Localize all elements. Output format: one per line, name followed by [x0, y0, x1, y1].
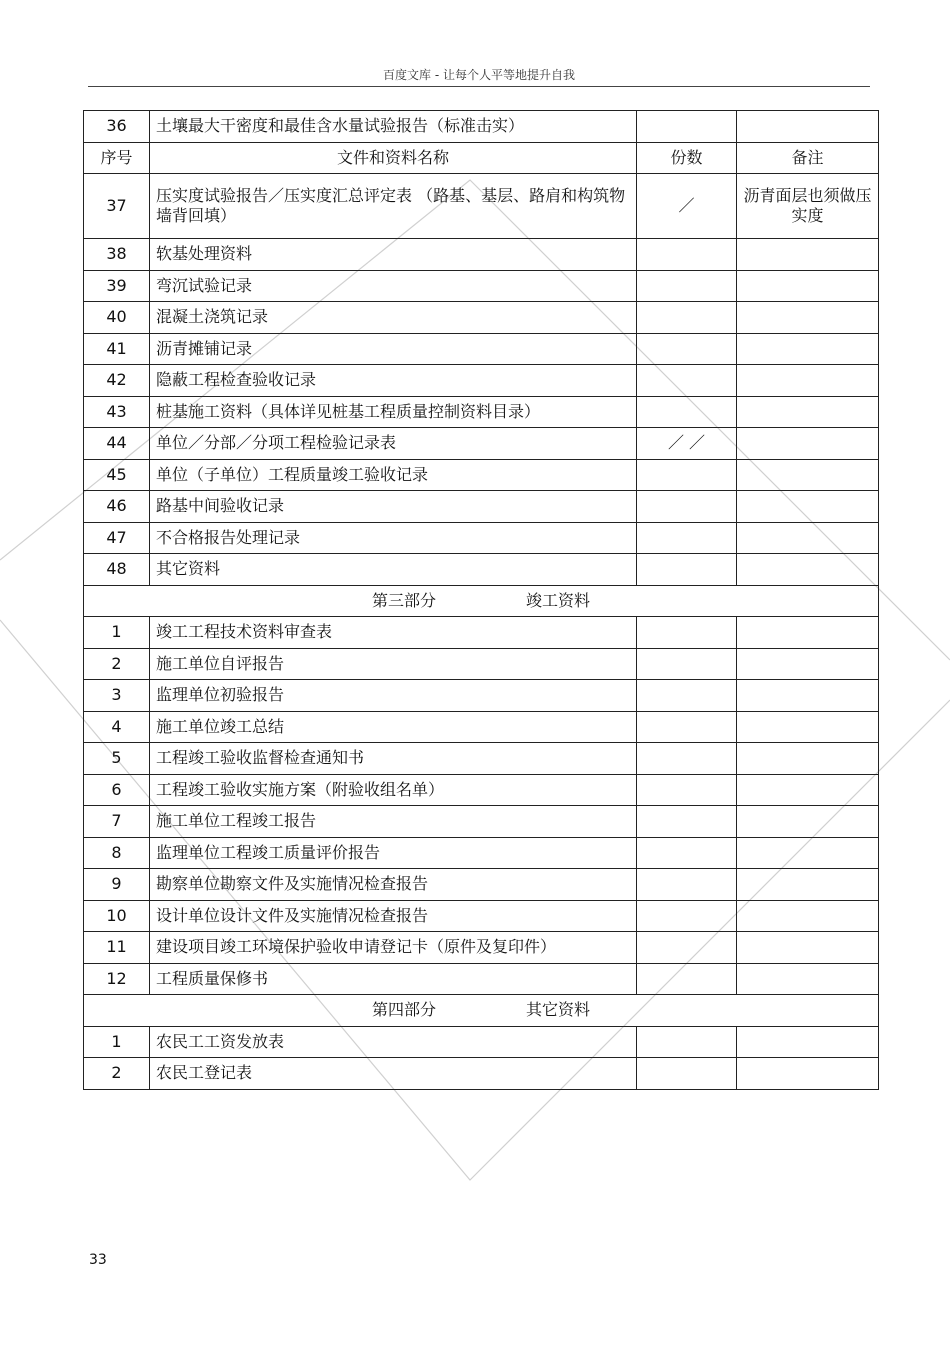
row-note	[737, 743, 879, 775]
column-header-name: 文件和资料名称	[150, 142, 637, 174]
row-note	[737, 648, 879, 680]
row-document-name: 路基中间验收记录	[150, 491, 637, 523]
row-note	[737, 365, 879, 397]
table-row	[84, 365, 879, 397]
row-number: 41	[84, 333, 150, 365]
row-copies	[637, 806, 737, 838]
table-row	[84, 239, 879, 271]
row-number: 42	[84, 365, 150, 397]
table-row	[84, 491, 879, 523]
table-row	[84, 869, 879, 901]
row-copies	[637, 239, 737, 271]
row-note	[737, 932, 879, 964]
row-copies	[637, 1026, 737, 1058]
table-row	[84, 1026, 879, 1058]
row-document-name: 监理单位初验报告	[150, 680, 637, 712]
row-copies	[637, 932, 737, 964]
row-note	[737, 1058, 879, 1090]
table-row	[84, 617, 879, 649]
row-note	[737, 680, 879, 712]
row-document-name: 勘察单位勘察文件及实施情况检查报告	[150, 869, 637, 901]
row-copies	[637, 963, 737, 995]
row-number: 10	[84, 900, 150, 932]
row-number: 5	[84, 743, 150, 775]
document-table	[83, 110, 879, 1090]
row-document-name: 监理单位工程竣工质量评价报告	[150, 837, 637, 869]
row-number: 1	[84, 617, 150, 649]
row-document-name: 农民工工资发放表	[150, 1026, 637, 1058]
row-copies	[637, 680, 737, 712]
row-document-name: 工程竣工验收实施方案（附验收组名单）	[150, 774, 637, 806]
row-document-name: 其它资料	[150, 554, 637, 586]
column-header-note: 备注	[737, 142, 879, 174]
row-note	[737, 711, 879, 743]
table-row	[84, 522, 879, 554]
row-number: 3	[84, 680, 150, 712]
row-note	[737, 270, 879, 302]
section-heading	[84, 995, 879, 1027]
column-header-row	[84, 142, 879, 174]
row-note	[737, 396, 879, 428]
row-note	[737, 491, 879, 523]
table-row	[84, 554, 879, 586]
row-number: 45	[84, 459, 150, 491]
row-number: 12	[84, 963, 150, 995]
row-document-name: 施工单位竣工总结	[150, 711, 637, 743]
table-row	[84, 711, 879, 743]
row-number: 48	[84, 554, 150, 586]
row-note	[737, 869, 879, 901]
row-document-name: 竣工工程技术资料审查表	[150, 617, 637, 649]
row-document-name: 不合格报告处理记录	[150, 522, 637, 554]
row-copies	[637, 365, 737, 397]
row-copies	[637, 774, 737, 806]
row-note	[737, 617, 879, 649]
section-heading	[84, 585, 879, 617]
row-copies	[637, 302, 737, 334]
row-copies	[637, 869, 737, 901]
row-note	[737, 963, 879, 995]
row-number: 7	[84, 806, 150, 838]
table-row	[84, 680, 879, 712]
row-copies	[637, 270, 737, 302]
column-header-number: 序号	[84, 142, 150, 174]
section-heading-row	[84, 995, 879, 1027]
row-note	[737, 522, 879, 554]
row-note	[737, 837, 879, 869]
row-number: 2	[84, 648, 150, 680]
row-document-name: 隐蔽工程检查验收记录	[150, 365, 637, 397]
section-part-label: 第三部分	[371, 590, 436, 610]
row-note	[737, 806, 879, 838]
row-copies	[637, 554, 737, 586]
row-number: 46	[84, 491, 150, 523]
table-row	[84, 837, 879, 869]
table-row	[84, 270, 879, 302]
row-document-name: 软基处理资料	[150, 239, 637, 271]
page-number: 33	[89, 1252, 107, 1268]
row-number: 44	[84, 428, 150, 460]
row-note	[737, 900, 879, 932]
row-document-name: 单位（子单位）工程质量竣工验收记录	[150, 459, 637, 491]
table-row	[84, 743, 879, 775]
row-copies: ／	[637, 174, 737, 239]
row-number: 1	[84, 1026, 150, 1058]
table-row	[84, 428, 879, 460]
row-copies	[637, 491, 737, 523]
table-row	[84, 648, 879, 680]
row-note	[737, 774, 879, 806]
row-copies	[637, 333, 737, 365]
row-note	[737, 302, 879, 334]
section-heading-row	[84, 585, 879, 617]
row-copies	[637, 459, 737, 491]
row-number: 37	[84, 174, 150, 239]
table-row	[84, 806, 879, 838]
row-copies	[637, 1058, 737, 1090]
row-document-name: 工程质量保修书	[150, 963, 637, 995]
row-document-name: 桩基施工资料（具体详见桩基工程质量控制资料目录）	[150, 396, 637, 428]
row-note: 沥青面层也须做压实度	[737, 174, 879, 239]
row-number: 40	[84, 302, 150, 334]
row-note	[737, 333, 879, 365]
table-row	[84, 174, 879, 239]
row-copies	[637, 522, 737, 554]
row-number: 6	[84, 774, 150, 806]
table-row	[84, 459, 879, 491]
table-row	[84, 1058, 879, 1090]
row-document-name: 农民工登记表	[150, 1058, 637, 1090]
row-note	[737, 428, 879, 460]
column-header-copies: 份数	[637, 142, 737, 174]
row-document-name: 混凝土浇筑记录	[150, 302, 637, 334]
row-document-name: 施工单位自评报告	[150, 648, 637, 680]
table-row	[84, 774, 879, 806]
table-row	[84, 302, 879, 334]
row-note	[737, 554, 879, 586]
row-document-name: 土壤最大干密度和最佳含水量试验报告（标准击实）	[150, 111, 637, 143]
table-row	[84, 963, 879, 995]
row-document-name: 弯沉试验记录	[150, 270, 637, 302]
table-row	[84, 900, 879, 932]
row-number: 39	[84, 270, 150, 302]
section-title: 竣工资料	[526, 590, 591, 610]
row-document-name: 压实度试验报告／压实度汇总评定表 （路基、基层、路肩和构筑物墙背回填）	[150, 174, 637, 239]
table-row	[84, 333, 879, 365]
row-copies: ／ ／	[637, 428, 737, 460]
section-title: 其它资料	[526, 1000, 591, 1020]
row-number: 4	[84, 711, 150, 743]
row-note	[737, 1026, 879, 1058]
table-row	[84, 111, 879, 143]
row-document-name: 沥青摊铺记录	[150, 333, 637, 365]
row-document-name: 建设项目竣工环境保护验收申请登记卡（原件及复印件）	[150, 932, 637, 964]
row-document-name: 设计单位设计文件及实施情况检查报告	[150, 900, 637, 932]
row-copies	[637, 837, 737, 869]
row-copies	[637, 396, 737, 428]
row-copies	[637, 900, 737, 932]
table-row	[84, 396, 879, 428]
section-part-label: 第四部分	[371, 1000, 436, 1020]
row-copies	[637, 711, 737, 743]
table-row	[84, 932, 879, 964]
row-number: 2	[84, 1058, 150, 1090]
page-header: 百度文库 - 让每个人平等地提升自我	[88, 66, 870, 87]
row-number: 47	[84, 522, 150, 554]
row-number: 36	[84, 111, 150, 143]
row-note	[737, 459, 879, 491]
row-document-name: 施工单位工程竣工报告	[150, 806, 637, 838]
row-copies	[637, 617, 737, 649]
row-copies	[637, 648, 737, 680]
row-number: 43	[84, 396, 150, 428]
row-copies	[637, 743, 737, 775]
row-number: 38	[84, 239, 150, 271]
row-document-name: 工程竣工验收监督检查通知书	[150, 743, 637, 775]
row-document-name: 单位／分部／分项工程检验记录表	[150, 428, 637, 460]
row-number: 11	[84, 932, 150, 964]
row-number: 9	[84, 869, 150, 901]
row-number: 8	[84, 837, 150, 869]
row-note	[737, 111, 879, 143]
row-note	[737, 239, 879, 271]
row-copies	[637, 111, 737, 143]
